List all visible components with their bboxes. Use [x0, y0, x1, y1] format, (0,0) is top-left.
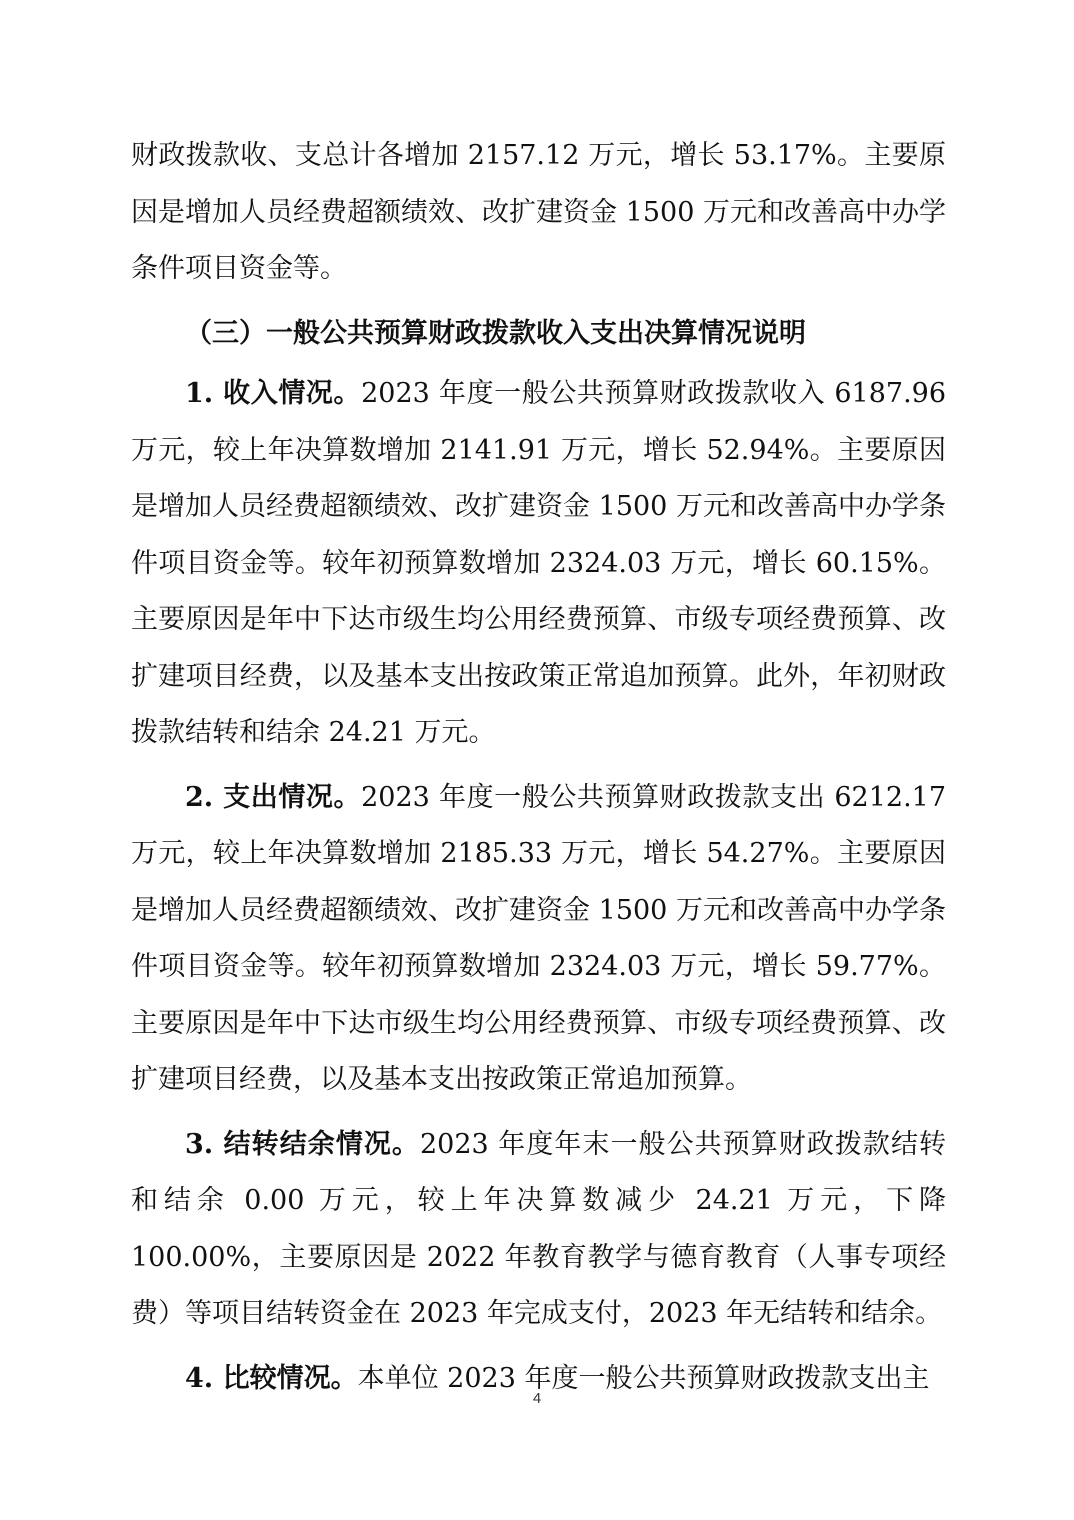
section-heading: （三）一般公共预算财政拨款收入支出决算情况说明 [185, 317, 806, 349]
comparison-text: 本单位 2023 年度一般公共预算财政拨款支出主 [357, 1362, 930, 1394]
income-text: 2023 年度一般公共预算财政拨款收入 6187.96 万元，较上年决算数增加 2141.91 万元，增长 52.94%。主要原因是增加人员经费超额绩效、改扩建资金 1500 万元和改善高中办学条件项目资金等。较年初预算数增加 2324.03 万元，增长 60.15%。主要原因是年中下达市级生均公用经费预算、市级专项经费预算、改扩建项目经费，以及基本支出按政策正常追加预算。此外，年初财政拨款结转和结余 24.21 万元。 [131, 378, 947, 748]
paragraph-budget-total: 财政拨款收、支总计各增加 2157.12 万元，增长 53.17%。主要原因是增加人员经费超额绩效、改扩建资金 1500 万元和改善高中办学条件项目资金等。 [131, 140, 946, 284]
comparison-label: 4. 比较情况。 [185, 1362, 358, 1394]
expenditure-label: 2. 支出情况。 [185, 781, 362, 813]
carryover-label: 3. 结转结余情况。 [185, 1128, 420, 1160]
page-number: 4 [532, 1390, 542, 1407]
paragraph-expenditure [131, 770, 946, 1109]
carryover-text: 2023 年度年末一般公共预算财政拨款结转和结余 0.00 万元，较上年决算数减少 24.21 万元，下降 100.00%，主要原因是 2022 年教育教学与德育教育（人事专项经费）等项目结转资金在 2023 年完成支付，2023 年无结转和结余。 [131, 1128, 947, 1329]
expenditure-text: 2023 年度一般公共预算财政拨款支出 6212.17 万元，较上年决算数增加 2185.33 万元，增长 54.27%。主要原因是增加人员经费超额绩效、改扩建资金 1500 万元和改善高中办学条件项目资金等。较年初预算数增加 2324.03 万元，增长 59.77%。主要原因是年中下达市级生均公用经费预算、市级专项经费预算、改扩建项目经费，以及基本支出按政策正常追加预算。 [131, 781, 947, 1095]
document-body [131, 128, 946, 1407]
paragraph-income [131, 366, 946, 762]
paragraph-carryover [131, 1117, 946, 1343]
income-label: 1. 收入情况。 [185, 378, 362, 409]
